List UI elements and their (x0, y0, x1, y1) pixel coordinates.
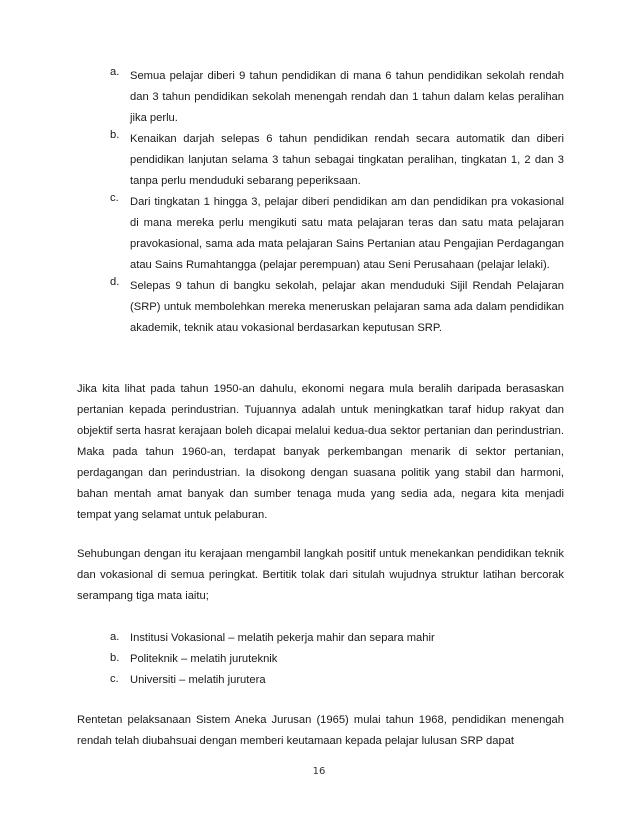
criteria-list (0, 66, 638, 339)
list-item-text: Institusi Vokasional – melatih pekerja mahir dan separa mahir (130, 632, 435, 644)
list-item (0, 66, 638, 129)
list-item-text: Politeknik – melatih juruteknik (130, 653, 278, 665)
list-item-text: Semua pelajar diberi 9 tahun pendidikan di mana 6 tahun pendidikan sekolah rendah dan 3 tahun pendidikan sekolah menengah rendah dan 1 tahun dalam kelas peralihan jika perlu. (130, 70, 564, 124)
list-marker: c. (110, 192, 119, 204)
body-paragraph: Sehubungan dengan itu kerajaan mengambil langkah positif untuk menekankan pendidikan teknik dan vokasional di semua peringkat. Bertitik tolak dari situlah wujudnya struktur latihan bercorak serampang tiga mata iaitu; (77, 548, 564, 602)
list-marker: d. (110, 276, 120, 288)
page-number: 16 (312, 766, 326, 777)
structure-list (0, 628, 638, 691)
list-item (0, 649, 638, 670)
list-item-text: Selepas 9 tahun di bangku sekolah, pelajar akan menduduki Sijil Rendah Pelajaran (SRP) untuk membolehkan mereka meneruskan pelajaran sama ada dalam pendidikan akademik, teknik atau vokasional berdasarkan keputusan SRP. (130, 280, 564, 334)
list-item (0, 276, 638, 339)
list-item (0, 129, 638, 192)
list-item (0, 628, 638, 649)
list-item-text: Kenaikan darjah selepas 6 tahun pendidikan rendah secara automatik dan diberi pendidikan lanjutan selama 3 tahun sebagai tingkatan peralihan, tingkatan 1, 2 dan 3 tanpa perlu menduduki sebarang peperiksaan. (130, 133, 564, 187)
list-marker: a. (110, 631, 120, 643)
list-item (0, 670, 638, 691)
list-item-text: Dari tingkatan 1 hingga 3, pelajar diberi pendidikan am dan pendidikan pra vokasional di mana mereka perlu mengikuti satu mata pelajaran teras dan satu mata pelajaran pravokasional, sama ada mata pelajaran Sains Pertanian atau Pengajian Perdagangan atau Sains Rumahtangga (pelajar perempuan) atau Seni Perusahaan (pelajar lelaki). (130, 196, 564, 271)
list-marker: b. (110, 129, 120, 141)
list-marker: c. (110, 673, 119, 685)
list-marker: a. (110, 66, 120, 78)
list-item (0, 192, 638, 276)
list-marker: b. (110, 652, 120, 664)
body-paragraph: Rentetan pelaksanaan Sistem Aneka Jurusan (1965) mulai tahun 1968, pendidikan menengah rendah telah diubahsuai dengan memberi keutamaan kepada pelajar lulusan SRP dapat (77, 714, 564, 747)
list-item-text: Universiti – melatih jurutera (130, 674, 266, 686)
body-paragraph: Jika kita lihat pada tahun 1950-an dahulu, ekonomi negara mula beralih daripada berasaskan pertanian kepada perindustrian. Tujuannya adalah untuk meningkatkan taraf hidup rakyat dan objektif serta hasrat kerajaan boleh dicapai melalui kedua-dua sektor pertanian dan perindustrian. Maka pada tahun 1960-an, terdapat banyak perkembangan menarik di sektor pertanian, perdagangan dan perindustrian. Ia disokong dengan suasana politik yang stabil dan harmoni, bahan mentah amat banyak dan sumber tenaga muda yang sedia ada, negara kita menjadi tempat yang selamat untuk pelaburan. (77, 383, 564, 521)
